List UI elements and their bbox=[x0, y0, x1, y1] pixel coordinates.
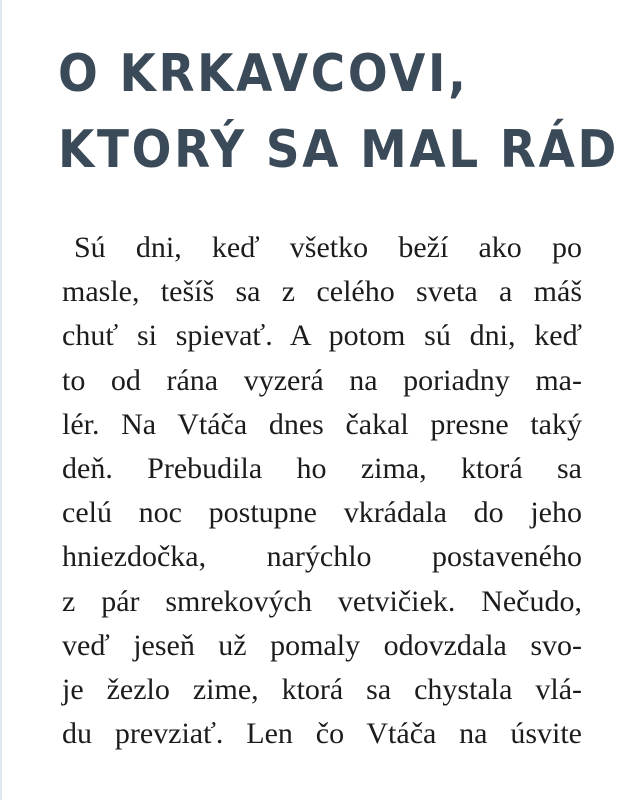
body-line: z pár smrekových vetvičiek. Nečudo, bbox=[62, 584, 582, 618]
body-line: hniezdočka, narýchlo postaveného bbox=[62, 540, 582, 574]
page-edge bbox=[0, 0, 2, 800]
body-line: je žezlo zime, ktorá sa chystala vlá- bbox=[62, 672, 582, 706]
body-line: masle, tešíš sa z celého sveta a máš bbox=[62, 275, 582, 309]
body-paragraph bbox=[62, 226, 582, 756]
body-line: lér. Na Vtáča dnes čakal presne taký bbox=[62, 407, 582, 441]
body-line: to od rána vyzerá na poriadny ma- bbox=[62, 363, 582, 397]
chapter-title-line-2: KTORÝ SA MAL RÁD bbox=[58, 120, 620, 180]
body-line: chuť si spievať. A potom sú dni, keď bbox=[62, 319, 582, 353]
chapter-title-line-1: O KRKAVCOVI, bbox=[58, 44, 469, 104]
body-line: du prevziať. Len čo Vtáča na úsvite bbox=[62, 717, 582, 751]
chapter-title bbox=[58, 36, 620, 188]
body-line: veď jeseň už pomaly odovzdala svo- bbox=[62, 628, 582, 662]
body-line: Sú dni, keď všetko beží ako po bbox=[74, 231, 582, 264]
body-line: celú noc postupne vkrádala do jeho bbox=[62, 496, 582, 530]
body-line: deň. Prebudila ho zima, ktorá sa bbox=[62, 451, 582, 485]
